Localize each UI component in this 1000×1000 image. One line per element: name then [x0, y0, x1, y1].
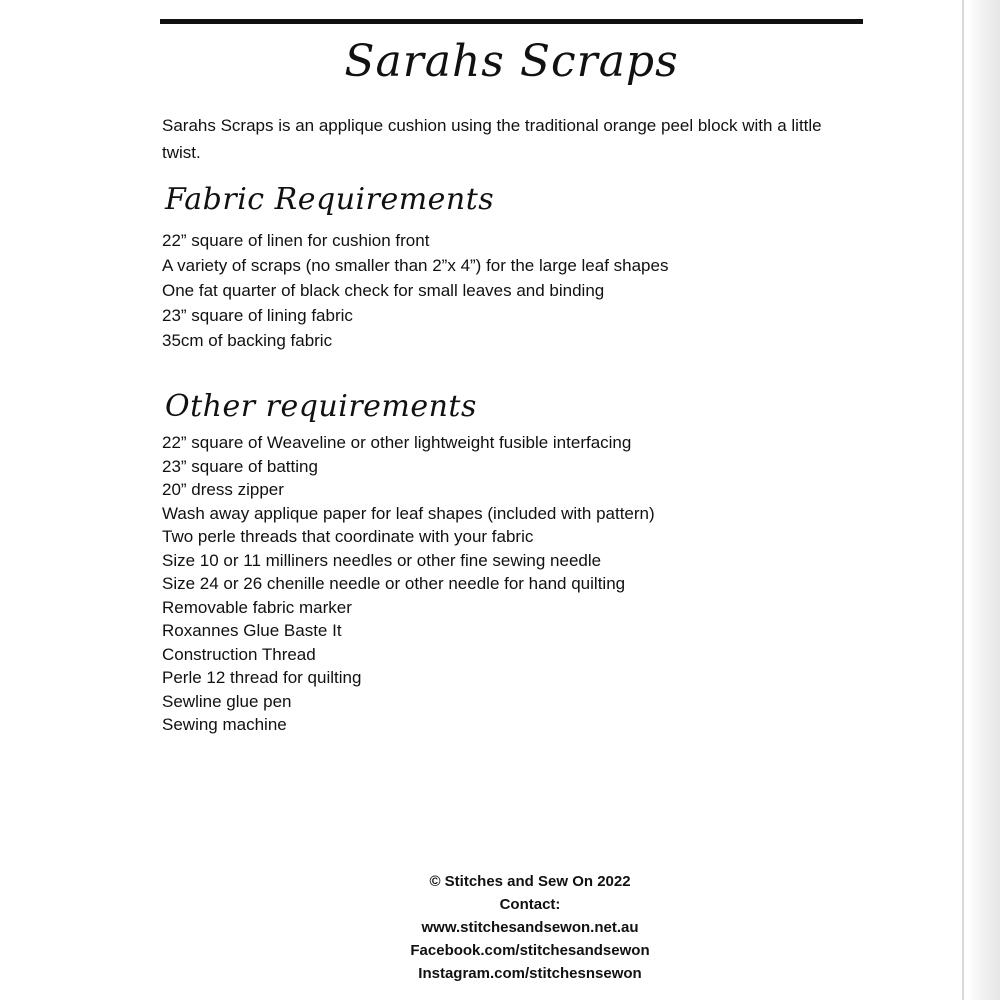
list-item: Construction Thread [162, 644, 316, 664]
list-item: 22” square of Weaveline or other lightweight fusible interfacing [162, 433, 632, 452]
list-item: 22” square of linen for cushion front [162, 231, 430, 250]
list-item: Size 10 or 11 milliners needles or other fine sewing needle [162, 550, 602, 570]
contact-label: Contact: [499, 896, 561, 913]
list-item: Sewline glue pen [162, 691, 292, 711]
website-text: www.stitchesandsewon.net.au [421, 919, 639, 936]
list-item: A variety of scraps (no smaller than 2”x 4”) for the large leaf shapes [162, 256, 669, 275]
footer-contact-block [360, 870, 700, 985]
other-requirements-list [162, 431, 655, 737]
fabric-requirements-list [162, 228, 668, 353]
instagram-text: Instagram.com/stitchesnsewon [418, 965, 642, 982]
list-item: Size 24 or 26 chenille needle or other needle for hand quilting [162, 574, 626, 593]
list-item: Roxannes Glue Baste It [162, 621, 342, 640]
fabric-requirements-heading: Fabric Requirements [165, 182, 495, 217]
page-edge-shadow [850, 0, 1000, 1000]
document-title: Sarahs Scraps [344, 36, 679, 87]
list-item: Wash away applique paper for leaf shapes (included with pattern) [162, 503, 655, 523]
list-item: 23” square of batting [162, 456, 318, 476]
facebook-text: Facebook.com/stitchesandsewon [410, 942, 650, 959]
list-item: 35cm of backing fabric [162, 331, 333, 350]
list-item: Two perle threads that coordinate with your fabric [162, 527, 534, 546]
top-rule [160, 19, 863, 24]
list-item: Removable fabric marker [162, 597, 352, 617]
list-item: Sewing machine [162, 715, 287, 734]
list-item: One fat quarter of black check for small leaves and binding [162, 281, 605, 300]
other-requirements-heading: Other requirements [165, 389, 477, 424]
copyright-notice: © Stitches and Sew On 2022 [429, 873, 631, 890]
list-item: 20” dress zipper [162, 480, 284, 499]
list-item: Perle 12 thread for quilting [162, 668, 362, 687]
intro-paragraph: Sarahs Scraps is an applique cushion using the traditional orange peel block with a little twist. [162, 116, 822, 162]
list-item: 23” square of lining fabric [162, 306, 353, 325]
